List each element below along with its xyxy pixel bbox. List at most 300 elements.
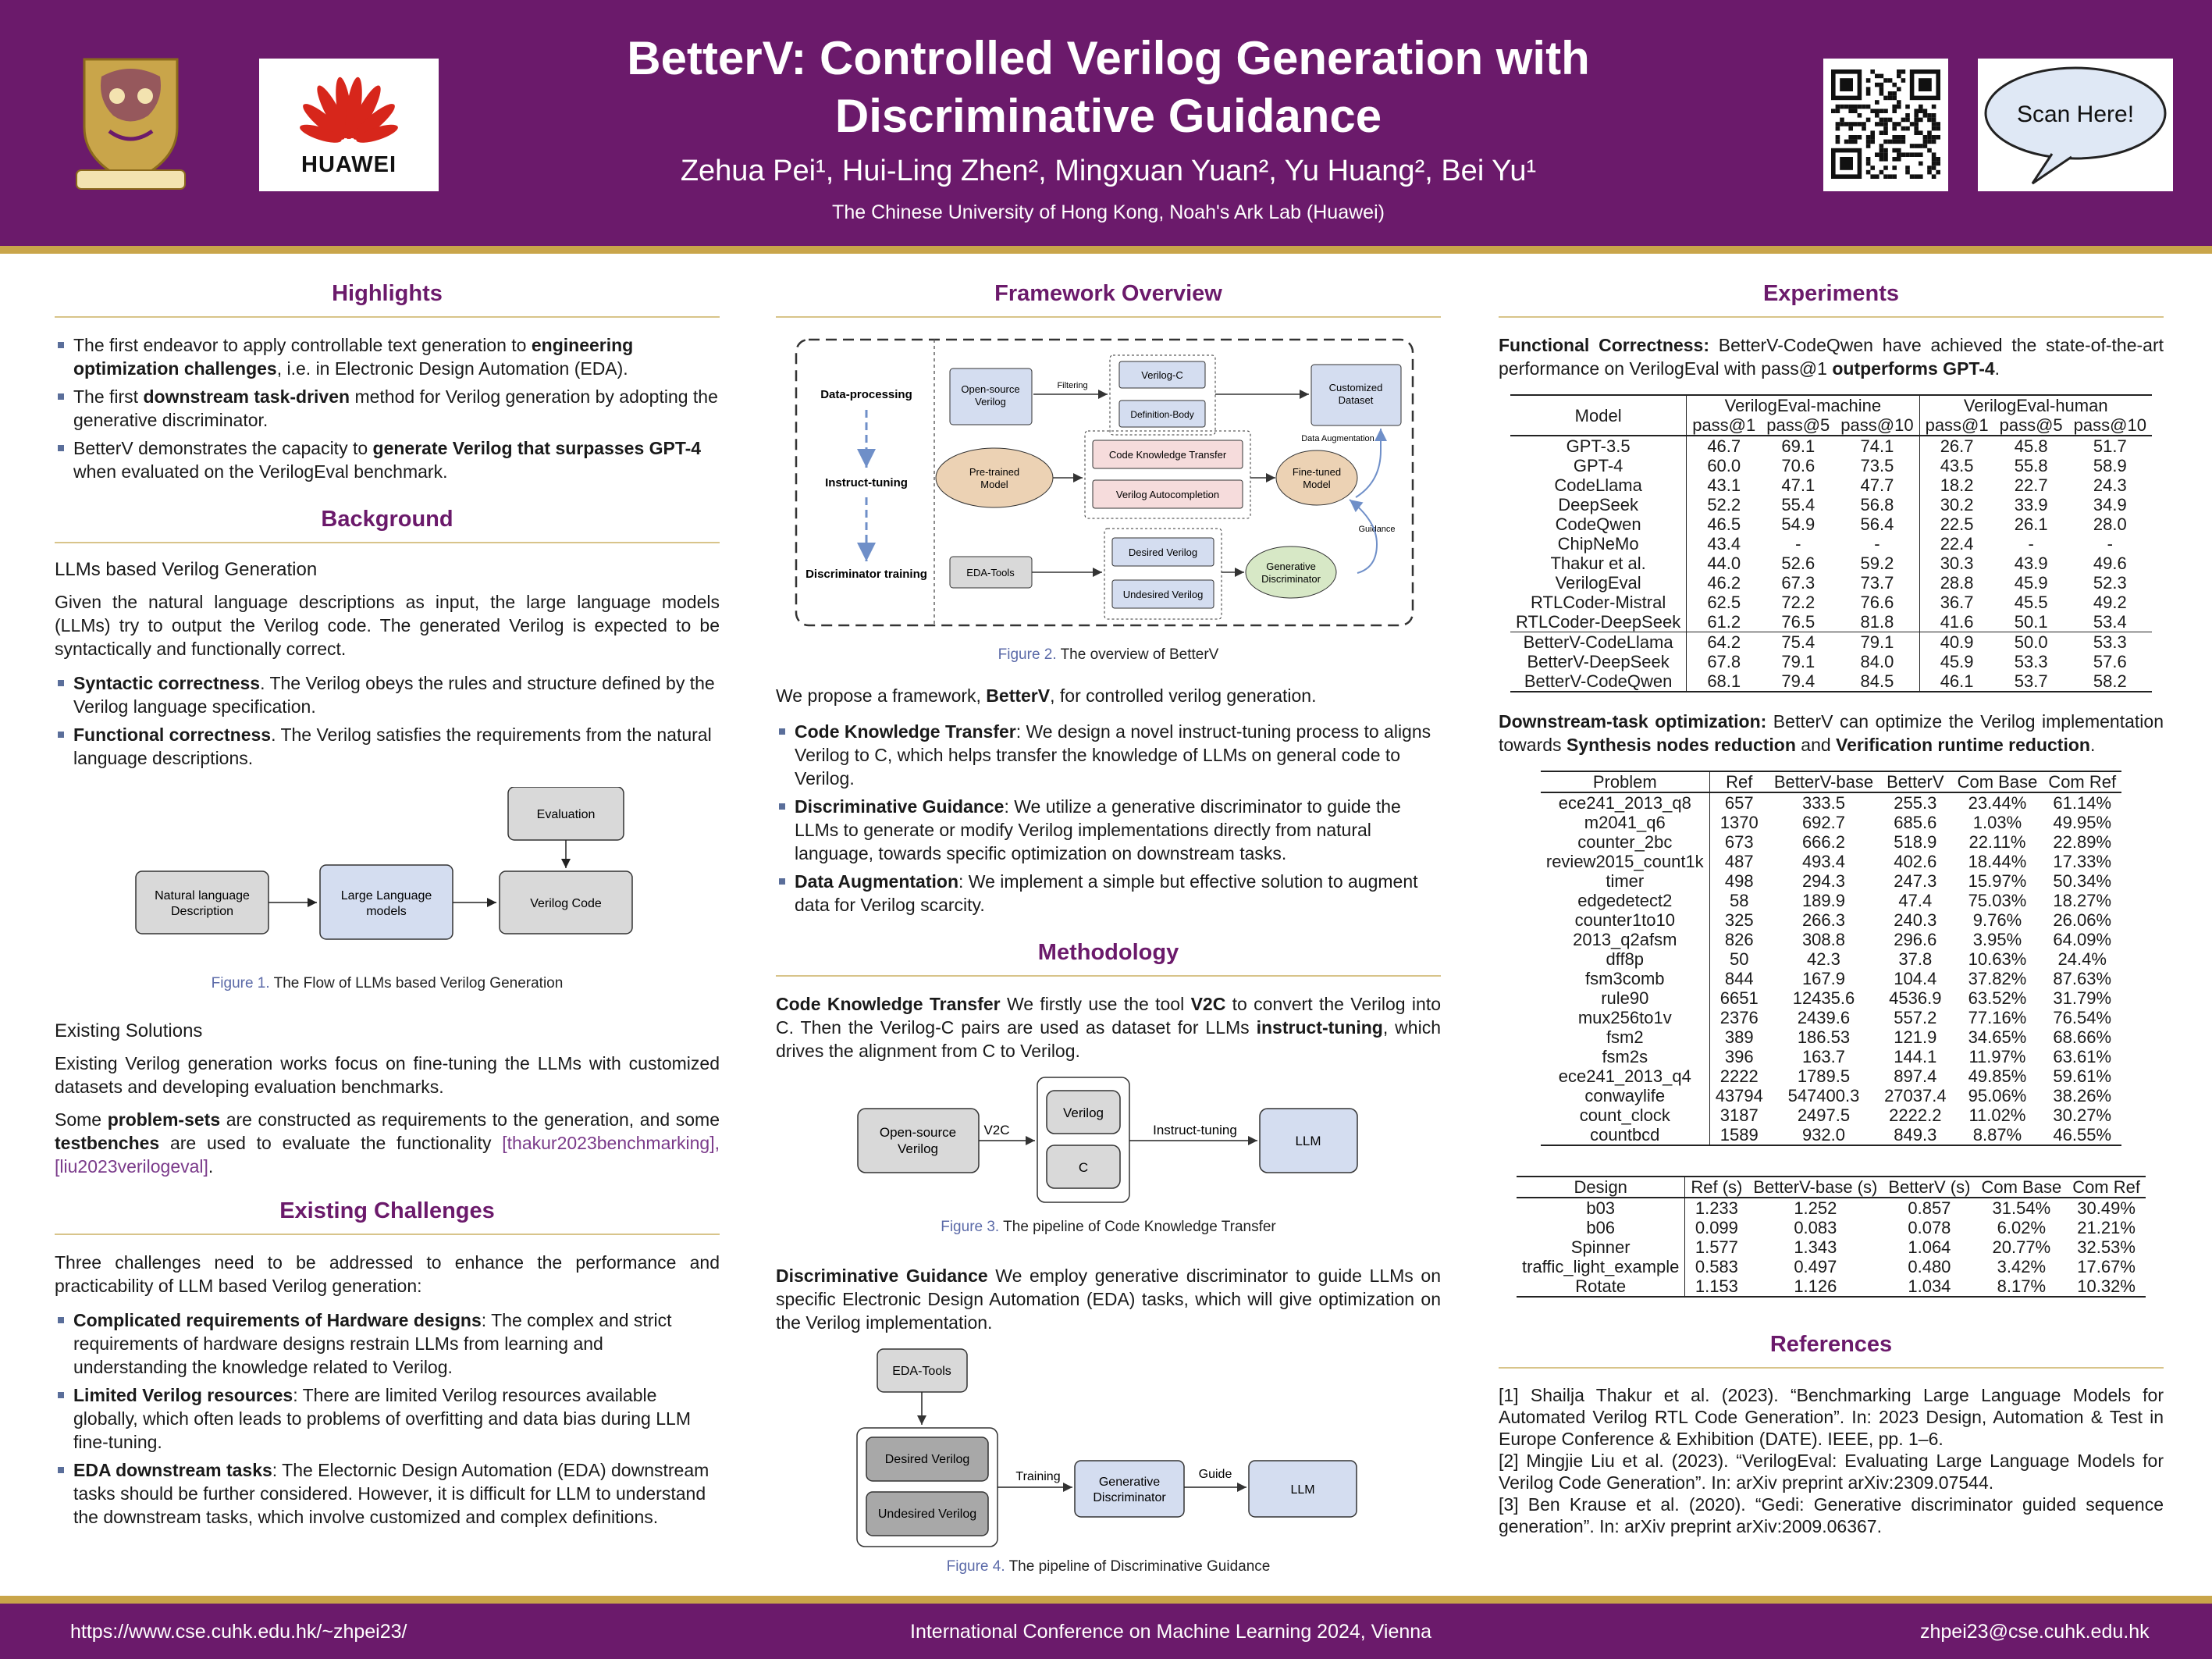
table-cell: CodeQwen bbox=[1555, 514, 1641, 534]
table-cell: 44.0 bbox=[1687, 554, 1762, 573]
table-cell: 84.0 bbox=[1860, 652, 1894, 671]
table-cell: 826 bbox=[1709, 930, 1769, 949]
table-row bbox=[1541, 891, 2121, 910]
fig2-pretrained-model bbox=[936, 448, 1053, 507]
table-cell: counter_2bc bbox=[1577, 832, 1673, 852]
fig2-stage-data: Data-processing bbox=[820, 388, 912, 401]
footer-conference: International Conference on Machine Learning 2024, Vienna bbox=[910, 1621, 1432, 1643]
table-cell: 52.6 bbox=[1781, 554, 1815, 573]
fig2-gen-disc bbox=[1246, 546, 1336, 598]
poster-affiliation: The Chinese University of Hong Kong, Noah's Ark Lab (Huawei) bbox=[832, 201, 1385, 223]
table-cell: ece241_2013_q8 bbox=[1558, 793, 1691, 813]
table-cell: BetterV-CodeLlama bbox=[1523, 632, 1673, 652]
table-cell: fsm2s bbox=[1602, 1047, 1648, 1066]
svg-text:GenerativeDiscriminator: Generative Discriminator bbox=[1093, 1476, 1166, 1504]
table-cell: 0.099 bbox=[1685, 1218, 1748, 1237]
figure-1-diagram bbox=[55, 787, 720, 967]
table-row bbox=[1510, 612, 2152, 632]
table-cell: 2376 bbox=[1709, 1008, 1769, 1027]
table-cell: review2015_count1k bbox=[1545, 852, 1704, 871]
fig1-nl-desc-label: Natural language Description bbox=[155, 889, 250, 918]
table-cell: 0.078 bbox=[1908, 1218, 1951, 1237]
downstream-text: Downstream-task optimization: BetterV can optimize the Verilog implementation towards Synthesis nodes reduction and Verification runtime reduction. bbox=[1499, 711, 2164, 755]
table-cell: dff8p bbox=[1606, 949, 1645, 969]
table-row bbox=[1541, 852, 2121, 871]
fig4-eda: EDA-Tools bbox=[892, 1365, 951, 1378]
scan-here-label: Scan Here! bbox=[2016, 101, 2135, 127]
table-cell: 557.2 bbox=[1894, 1008, 1937, 1027]
table-cell: 59.2 bbox=[1860, 554, 1894, 573]
table-header-cell: Problem bbox=[1592, 772, 1657, 792]
table-cell: 58 bbox=[1709, 891, 1769, 910]
table-cell: 33.9 bbox=[2014, 495, 2048, 514]
table-row bbox=[1517, 1276, 2146, 1297]
table-row bbox=[1541, 813, 2121, 832]
table-row bbox=[1541, 832, 2121, 852]
table-cell: 333.5 bbox=[1801, 793, 1845, 813]
table-cell: 45.5 bbox=[2014, 593, 2048, 612]
table-cell: 24.3 bbox=[2093, 475, 2127, 495]
table-cell: 296.6 bbox=[1894, 930, 1937, 949]
methodology-title: Methodology bbox=[776, 940, 1441, 977]
table-header-cell: BetterV bbox=[1887, 772, 1944, 792]
table-cell: 45.9 bbox=[2014, 573, 2048, 593]
table-cell: 52.3 bbox=[2093, 573, 2127, 593]
table-cell: 57.6 bbox=[2093, 652, 2127, 671]
table-cell: 53.7 bbox=[2014, 671, 2048, 691]
table-cell: 37.8 bbox=[1898, 949, 1933, 969]
challenges-list bbox=[55, 1308, 720, 1529]
fig2-stage-disc: Discriminator training bbox=[805, 568, 927, 581]
table-cell: GPT-3.5 bbox=[1566, 436, 1631, 456]
table-cell: 81.8 bbox=[1860, 612, 1894, 632]
table-cell: 0.857 bbox=[1908, 1198, 1951, 1218]
table-cell: 46.7 bbox=[1687, 436, 1762, 456]
table-cell: - bbox=[1874, 534, 1880, 554]
table-cell: 547400.3 bbox=[1787, 1086, 1860, 1105]
table-cell: ChipNeMo bbox=[1557, 534, 1639, 554]
table-synthesis bbox=[1541, 771, 2121, 1146]
table-row bbox=[1517, 1237, 2146, 1257]
table-cell: 61.2 bbox=[1687, 612, 1762, 632]
table-cell: 51.7 bbox=[2093, 436, 2127, 456]
fig4-guide: Guide bbox=[1198, 1468, 1232, 1481]
table-cell: 189.9 bbox=[1801, 891, 1845, 910]
table-header-cell: Com Base bbox=[1981, 1177, 2062, 1197]
table-cell: 56.8 bbox=[1860, 495, 1894, 514]
background-item: Syntactic correctness. The Verilog obeys the rules and structure defined by the Verilog language specification. bbox=[55, 671, 720, 718]
experiments-title: Experiments bbox=[1499, 281, 2164, 318]
table-cell: 22.5 bbox=[1919, 514, 1994, 534]
table-row bbox=[1510, 475, 2152, 495]
table-cell: 240.3 bbox=[1894, 910, 1937, 930]
table-cell: 43.4 bbox=[1687, 534, 1762, 554]
fig3-c: C bbox=[1078, 1160, 1089, 1175]
table-cell: 1.064 bbox=[1908, 1237, 1951, 1257]
table-cell: 49.6 bbox=[2093, 554, 2127, 573]
table-row bbox=[1541, 792, 2121, 813]
table-cell: 657 bbox=[1709, 792, 1769, 813]
table-cell: 63.52% bbox=[1968, 988, 2027, 1008]
svg-text:GenerativeDiscriminator: Generative Discriminator bbox=[1261, 561, 1321, 585]
table-cell: 37.82% bbox=[1968, 969, 2027, 988]
fig2-verilog-c: Verilog-C bbox=[1141, 369, 1183, 381]
fig1-eval-label: Evaluation bbox=[536, 808, 596, 821]
table-cell: - bbox=[2028, 534, 2034, 554]
table-cell: 34.9 bbox=[2093, 495, 2127, 514]
table-cell: 666.2 bbox=[1801, 832, 1845, 852]
fig3-instruct: Instruct-tuning bbox=[1153, 1123, 1237, 1137]
table-cell: 0.583 bbox=[1685, 1257, 1748, 1276]
table-cell: 2222.2 bbox=[1889, 1105, 1942, 1125]
table-row bbox=[1517, 1218, 2146, 1237]
highlights-list bbox=[55, 333, 720, 483]
framework-title: Framework Overview bbox=[776, 281, 1441, 318]
table-cell: 95.06% bbox=[1968, 1086, 2027, 1105]
table-row bbox=[1541, 1086, 2121, 1105]
table-cell: 87.63% bbox=[2053, 969, 2112, 988]
table-cell: 104.4 bbox=[1894, 969, 1937, 988]
table-row bbox=[1510, 632, 2152, 653]
table-cell: 0.497 bbox=[1794, 1257, 1837, 1276]
table-cell: 28.0 bbox=[2093, 514, 2127, 534]
table-cell: 79.1 bbox=[1860, 632, 1894, 652]
figure-3-diagram bbox=[776, 1073, 1441, 1210]
table-cell: 23.44% bbox=[1968, 793, 2027, 813]
table-cell: 31.79% bbox=[2053, 988, 2112, 1008]
fig3-verilog: Verilog bbox=[1063, 1105, 1104, 1120]
table-cell: 17.33% bbox=[2053, 852, 2112, 871]
framework-list bbox=[776, 720, 1441, 917]
huawei-logo bbox=[259, 59, 439, 191]
table-cell: 396 bbox=[1709, 1047, 1769, 1066]
fig2-filtering-label: Filtering bbox=[1057, 381, 1088, 390]
table-cell: VerilogEval bbox=[1555, 573, 1641, 593]
table-cell: 487 bbox=[1709, 852, 1769, 871]
table-cell: 46.2 bbox=[1687, 573, 1762, 593]
table-cell: 54.9 bbox=[1781, 514, 1815, 534]
figure-4-caption: Figure 4. The pipeline of Discriminative Guidance bbox=[946, 1558, 1271, 1575]
fig4-undesired: Undesired Verilog bbox=[877, 1508, 977, 1521]
fig2-guidance-label: Guidance bbox=[1358, 525, 1396, 534]
table-cell: 0.480 bbox=[1908, 1257, 1951, 1276]
table-cell: 43.9 bbox=[2014, 554, 2048, 573]
table-cell: 45.9 bbox=[1919, 652, 1994, 671]
challenges-title: Existing Challenges bbox=[55, 1198, 720, 1235]
existing-solutions-p2: Some problem-sets are constructed as requirements to the generation, and some testbenches are used to evaluate the functionality [thakur2023benchmarking],[liu2023verilogeval]. bbox=[55, 1109, 720, 1177]
table-cell: 68.1 bbox=[1687, 671, 1762, 692]
table-cell: 20.77% bbox=[1992, 1237, 2051, 1257]
methodology-dg: Discriminative Guidance We employ generative discriminator to guide LLMs on specific Electronic Design Automation (EDA) tasks, which will give optimization on the Verilog implementation. bbox=[776, 1266, 1441, 1333]
table-cell: 67.8 bbox=[1687, 652, 1762, 671]
table-cell: 26.06% bbox=[2053, 910, 2112, 930]
table-row bbox=[1510, 554, 2152, 573]
table-cell: 79.1 bbox=[1781, 652, 1815, 671]
table-row bbox=[1541, 1027, 2121, 1047]
table-cell: 1589 bbox=[1709, 1125, 1769, 1145]
table-cell: 64.2 bbox=[1687, 632, 1762, 653]
qr-code[interactable] bbox=[1823, 59, 1948, 191]
challenge-item: EDA downstream tasks: The Electornic Design Automation (EDA) downstream tasks should be further considered. However, it is difficult for LLM to understand the downstream tasks, which involve customized and complex definitions. bbox=[55, 1458, 720, 1529]
table-cell: 68.66% bbox=[2053, 1027, 2112, 1047]
table-cell: 49.95% bbox=[2053, 813, 2112, 832]
table-cell: m2041_q6 bbox=[1584, 813, 1666, 832]
table-cell: 11.02% bbox=[1968, 1105, 2026, 1125]
table-header-cell: BetterV-base (s) bbox=[1753, 1177, 1878, 1197]
huawei-wordmark: HUAWEI bbox=[301, 152, 397, 177]
table-row bbox=[1541, 969, 2121, 988]
fig2-def-body: Definition-Body bbox=[1130, 409, 1194, 420]
table-cell: 53.3 bbox=[2014, 652, 2048, 671]
table-cell: 79.4 bbox=[1781, 671, 1815, 691]
citation-link[interactable]: [thakur2023benchmarking],[liu2023verilogeval] bbox=[55, 1133, 720, 1177]
table-cell: 53.4 bbox=[2093, 612, 2127, 632]
table-cell: 22.4 bbox=[1919, 534, 1994, 554]
ref-3: [3] Ben Krause et al. (2020). “Gedi: Generative discriminator guided sequence generation”. In: arXiv preprint arXiv:2009.06367. bbox=[1499, 1494, 2164, 1536]
table-header-cell: Com Ref bbox=[2072, 1177, 2140, 1197]
table-row bbox=[1541, 930, 2121, 949]
table-cell: 31.54% bbox=[1992, 1198, 2051, 1218]
table-cell: 308.8 bbox=[1801, 930, 1845, 949]
table-cell: 498 bbox=[1709, 871, 1769, 891]
fig2-undesired: Undesired Verilog bbox=[1122, 589, 1204, 600]
table-cell: 144.1 bbox=[1894, 1047, 1937, 1066]
table-row bbox=[1541, 949, 2121, 969]
framework-item: Data Augmentation: We implement a simple but effective solution to augment data for Verilog scarcity. bbox=[776, 870, 1441, 917]
table-cell: 43794 bbox=[1709, 1086, 1769, 1105]
poster-title: BetterV: Controlled Verilog Generation with Discriminative Guidance bbox=[627, 32, 1590, 142]
table-cell: RTLCoder-Mistral bbox=[1531, 593, 1666, 612]
table-cell: 49.85% bbox=[1968, 1066, 2027, 1086]
table-cell: 9.76% bbox=[1972, 910, 2022, 930]
figure-3-caption: Figure 3. The pipeline of Code Knowledge Transfer bbox=[941, 1219, 1276, 1235]
table-row bbox=[1510, 534, 2152, 554]
table-row bbox=[1541, 988, 2121, 1008]
table-cell: 21.21% bbox=[2077, 1218, 2136, 1237]
table-cell: GPT-4 bbox=[1573, 456, 1623, 475]
table-header-cell: Ref bbox=[1709, 771, 1769, 792]
table-cell: 2497.5 bbox=[1797, 1105, 1851, 1125]
table-cell: 32.53% bbox=[2077, 1237, 2136, 1257]
table-cell: 64.09% bbox=[2053, 930, 2112, 949]
scan-here-callout bbox=[1978, 59, 2173, 191]
highlight-item: BetterV demonstrates the capacity to generate Verilog that surpasses GPT-4 when evaluated on the VerilogEval benchmark. bbox=[55, 436, 720, 483]
table-cell: 2013_q2afsm bbox=[1573, 930, 1677, 949]
existing-solutions-p1: Existing Verilog generation works focus on fine-tuning the LLMs with customized datasets and developing evaluation benchmarks. bbox=[55, 1053, 720, 1097]
fig1-nl-desc-box bbox=[136, 871, 268, 934]
table-cell: 62.5 bbox=[1687, 593, 1762, 612]
table-cell: 2439.6 bbox=[1797, 1008, 1851, 1027]
table-cell: 72.2 bbox=[1781, 593, 1815, 612]
right-column bbox=[1499, 281, 2164, 1537]
table-cell: 30.2 bbox=[1919, 495, 1994, 514]
table-cell: 849.3 bbox=[1894, 1125, 1937, 1145]
table-cell: 6651 bbox=[1709, 988, 1769, 1008]
table-cell: 75.03% bbox=[1968, 891, 2027, 910]
framework-item: Discriminative Guidance: We utilize a generative discriminator to guide the LLMs to generate or modify Verilog implementations directly from natural language, towards specific optimization on downstream tasks. bbox=[776, 795, 1441, 865]
table-cell: 121.9 bbox=[1894, 1027, 1937, 1047]
table-row bbox=[1510, 514, 2152, 534]
svg-text:Open-sourceVerilog: Open-source Verilog bbox=[961, 383, 1020, 408]
table-cell: 1.034 bbox=[1908, 1276, 1951, 1296]
svg-text:Pre-trainedModel: Pre-trained Model bbox=[969, 466, 1020, 490]
table-cell: 1.252 bbox=[1794, 1198, 1837, 1218]
background-item: Functional correctness. The Verilog satisfies the requirements from the natural language descriptions. bbox=[55, 723, 720, 770]
table-cell: 932.0 bbox=[1801, 1125, 1845, 1145]
table-cell: traffic_light_example bbox=[1522, 1257, 1680, 1276]
table-cell: 3.42% bbox=[1997, 1257, 2047, 1276]
table-row bbox=[1541, 1047, 2121, 1066]
table-cell: 61.14% bbox=[2053, 793, 2112, 813]
existing-solutions-title: Existing Solutions bbox=[55, 1020, 203, 1041]
table-cell: 73.7 bbox=[1860, 573, 1894, 593]
table-cell: 76.6 bbox=[1860, 593, 1894, 612]
challenges-intro: Three challenges need to be addressed to enhance the performance and practicability of LLM based Verilog generation: bbox=[55, 1252, 720, 1296]
fig2-stage-instruct: Instruct-tuning bbox=[825, 476, 908, 490]
func-correctness-text: Functional Correctness: BetterV-CodeQwen have achieved the state-of-the-art performance on VerilogEval with pass@1 outperforms GPT-4. bbox=[1499, 335, 2164, 379]
table-cell: 28.8 bbox=[1919, 573, 1994, 593]
table-cell: 692.7 bbox=[1801, 813, 1845, 832]
table-cell: countbcd bbox=[1590, 1125, 1660, 1145]
table-cell: ece241_2013_q4 bbox=[1558, 1066, 1691, 1086]
table-row bbox=[1541, 1008, 2121, 1027]
table-cell: 75.4 bbox=[1781, 632, 1815, 652]
table-header-cell: Com Base bbox=[1957, 772, 2038, 792]
table-row bbox=[1541, 871, 2121, 891]
speech-bubble-icon bbox=[1978, 59, 2173, 191]
table-cell: 50.34% bbox=[2053, 871, 2112, 891]
cuhk-emblem-icon bbox=[70, 53, 191, 194]
figure-2-diagram bbox=[776, 333, 1441, 638]
table-cell: 4536.9 bbox=[1889, 988, 1942, 1008]
svg-text:EDA-Tools: EDA-Tools bbox=[966, 567, 1015, 579]
table-cell: timer bbox=[1606, 871, 1645, 891]
figure-4-diagram bbox=[776, 1345, 1441, 1550]
background-title: Background bbox=[55, 507, 720, 543]
table-cell: 24.4% bbox=[2057, 949, 2107, 969]
table-cell: 67.3 bbox=[1781, 573, 1815, 593]
footer-url-link[interactable]: https://www.cse.cuhk.edu.hk/~zhpei23/ bbox=[70, 1621, 407, 1643]
table-cell: 844 bbox=[1709, 969, 1769, 988]
table-cell: RTLCoder-DeepSeek bbox=[1516, 612, 1681, 632]
qr-code-icon bbox=[1823, 59, 1948, 191]
table-cell: 73.5 bbox=[1860, 456, 1894, 475]
table-cell: 47.1 bbox=[1781, 475, 1815, 495]
table-cell: 18.2 bbox=[1919, 475, 1994, 495]
table-header-cell: BetterV-base bbox=[1773, 772, 1874, 792]
table-cell: 18.27% bbox=[2053, 891, 2112, 910]
table-cell: 46.55% bbox=[2053, 1125, 2112, 1145]
table-cell: 673 bbox=[1709, 832, 1769, 852]
table-cell: 12435.6 bbox=[1792, 988, 1855, 1008]
figure-1-caption: Figure 1. The Flow of LLMs based Verilog Generation bbox=[211, 975, 564, 991]
table-cell: 1370 bbox=[1709, 813, 1769, 832]
table-cell: fsm2 bbox=[1606, 1027, 1644, 1047]
table-cell: 50.1 bbox=[2014, 612, 2048, 632]
table-cell: 55.4 bbox=[1781, 495, 1815, 514]
table-cell: 46.1 bbox=[1919, 671, 1994, 692]
table-row bbox=[1541, 1125, 2121, 1145]
challenge-item: Limited Verilog resources: There are limited Verilog resources available globally, which often leads to problems of overfitting and data bias during LLM fine-tuning. bbox=[55, 1383, 720, 1454]
table-header-cell: BetterV (s) bbox=[1888, 1177, 1971, 1197]
fig2-desired: Desired Verilog bbox=[1128, 546, 1198, 558]
table-cell: 43.5 bbox=[1919, 456, 1994, 475]
table-cell: 47.7 bbox=[1860, 475, 1894, 495]
table-cell: 8.87% bbox=[1972, 1125, 2022, 1145]
figure-2-caption: Figure 2. The overview of BetterV bbox=[998, 646, 1219, 663]
table-cell: conwaylife bbox=[1584, 1086, 1666, 1105]
framework-item: Code Knowledge Transfer: We design a novel instruct-tuning process to aligns Verilog to C, which helps transfer the knowledge of LLMs on general code to Verilog. bbox=[776, 720, 1441, 790]
table-cell: 49.2 bbox=[2093, 593, 2127, 612]
table-functional: Model VerilogEval-machine VerilogEval-human pass@1 pass@5 pass@10 pass@1 pass@5 pass@10 GPT-3.5 46.7 69.1 74.1 26.7 45.8 51.7 GPT-4 60.0 70.6 73.5 43.5 55.8 58.9 CodeLlama 43.1 47.1 47.7 18.2 22.7 24.3 DeepSeek 52.2 55.4 56.8 30.2 33.9 34.9 CodeQwen 46.5 54.9 56.4 22.5 26.1 28.0 ChipNeMo 43.4 - - 22.4 - - Thakur et al. 44.0 52.6 59.2 30.3 43.9 49.6 VerilogEval 46.2 67.3 73.7 28.8 45.9 52.3 RTLCoder-Mistral 62.5 72.2 76.6 36.7 45.5 49.2 RTLCoder-DeepSeek 61.2 76.5 81.8 41.6 50.1 53.4 BetterV-CodeLlama 64.2 75.4 79.1 40.9 50.0 53.3 BetterV-DeepSeek 67.8 79.1 84.0 45.9 53.3 57.6 BetterV-CodeQwen 68.1 79.4 84.5 46.1 53.7 58.2 bbox=[1510, 394, 2152, 692]
table-cell: mux256to1v bbox=[1577, 1008, 1672, 1027]
table-cell: 46.5 bbox=[1687, 514, 1762, 534]
table-cell: 52.2 bbox=[1687, 495, 1762, 514]
table-cell: 50 bbox=[1709, 949, 1769, 969]
table-cell: 70.6 bbox=[1781, 456, 1815, 475]
fig4-llm: LLM bbox=[1290, 1483, 1315, 1497]
table-cell: 1.577 bbox=[1685, 1237, 1748, 1257]
references-title: References bbox=[1499, 1332, 2164, 1369]
table-row bbox=[1541, 1066, 2121, 1086]
table-cell: 26.1 bbox=[2014, 514, 2048, 534]
table-cell: 76.54% bbox=[2053, 1008, 2112, 1027]
table-cell: 69.1 bbox=[1781, 436, 1815, 456]
left-column bbox=[55, 281, 720, 1533]
table-row bbox=[1541, 910, 2121, 930]
fig2-ckt: Code Knowledge Transfer bbox=[1108, 449, 1227, 461]
table-cell: 325 bbox=[1709, 910, 1769, 930]
table-cell: 76.5 bbox=[1781, 612, 1815, 632]
table-cell: 18.44% bbox=[1968, 852, 2027, 871]
table-row bbox=[1510, 456, 2152, 475]
footer-email-link[interactable]: zhpei23@cse.cuhk.edu.hk bbox=[1920, 1621, 2150, 1643]
table-cell: 17.67% bbox=[2077, 1257, 2136, 1276]
table-cell: BetterV-DeepSeek bbox=[1527, 652, 1670, 671]
table-cell: 43.1 bbox=[1687, 475, 1762, 495]
table-cell: 63.61% bbox=[2053, 1047, 2112, 1066]
highlight-item: The first downstream task-driven method for Verilog generation by adopting the generative discriminator. bbox=[55, 385, 720, 432]
table-cell: 22.11% bbox=[1968, 832, 2026, 852]
svg-text:Open-sourceVerilog: Open-source Verilog bbox=[879, 1125, 957, 1156]
table-cell: 266.3 bbox=[1801, 910, 1845, 930]
table-cell: 30.27% bbox=[2053, 1105, 2112, 1125]
table-row bbox=[1510, 652, 2152, 671]
table-cell: 56.4 bbox=[1860, 514, 1894, 534]
challenge-item: Complicated requirements of Hardware designs: The complex and strict requirements of hardware designs restrain LLMs from learning and understanding the knowledge related to Verilog. bbox=[55, 1308, 720, 1379]
table-cell: rule90 bbox=[1601, 988, 1649, 1008]
table-row bbox=[1510, 593, 2152, 612]
table-cell: 3187 bbox=[1709, 1105, 1769, 1125]
table-cell: 41.6 bbox=[1919, 612, 1994, 632]
table-cell: 45.8 bbox=[2014, 436, 2048, 456]
table-cell: fsm3comb bbox=[1585, 969, 1665, 988]
table-cell: 493.4 bbox=[1801, 852, 1845, 871]
highlight-item: The first endeavor to apply controllable text generation to engineering optimization challenges, i.e. in Electronic Design Automation (EDA). bbox=[55, 333, 720, 380]
table-verification bbox=[1517, 1176, 2146, 1298]
table-cell: Rotate bbox=[1575, 1276, 1627, 1296]
table-cell: b06 bbox=[1586, 1218, 1616, 1237]
background-subtitle: LLMs based Verilog Generation bbox=[55, 559, 318, 580]
middle-column bbox=[776, 281, 1441, 1575]
table-cell: Thakur et al. bbox=[1550, 554, 1646, 573]
table-cell: 58.9 bbox=[2093, 456, 2127, 475]
table-cell: 186.53 bbox=[1797, 1027, 1851, 1047]
footer-divider bbox=[0, 1596, 2212, 1604]
table-cell: count_clock bbox=[1579, 1105, 1670, 1125]
table-cell: 3.95% bbox=[1972, 930, 2022, 949]
table-cell: 1789.5 bbox=[1797, 1066, 1851, 1086]
